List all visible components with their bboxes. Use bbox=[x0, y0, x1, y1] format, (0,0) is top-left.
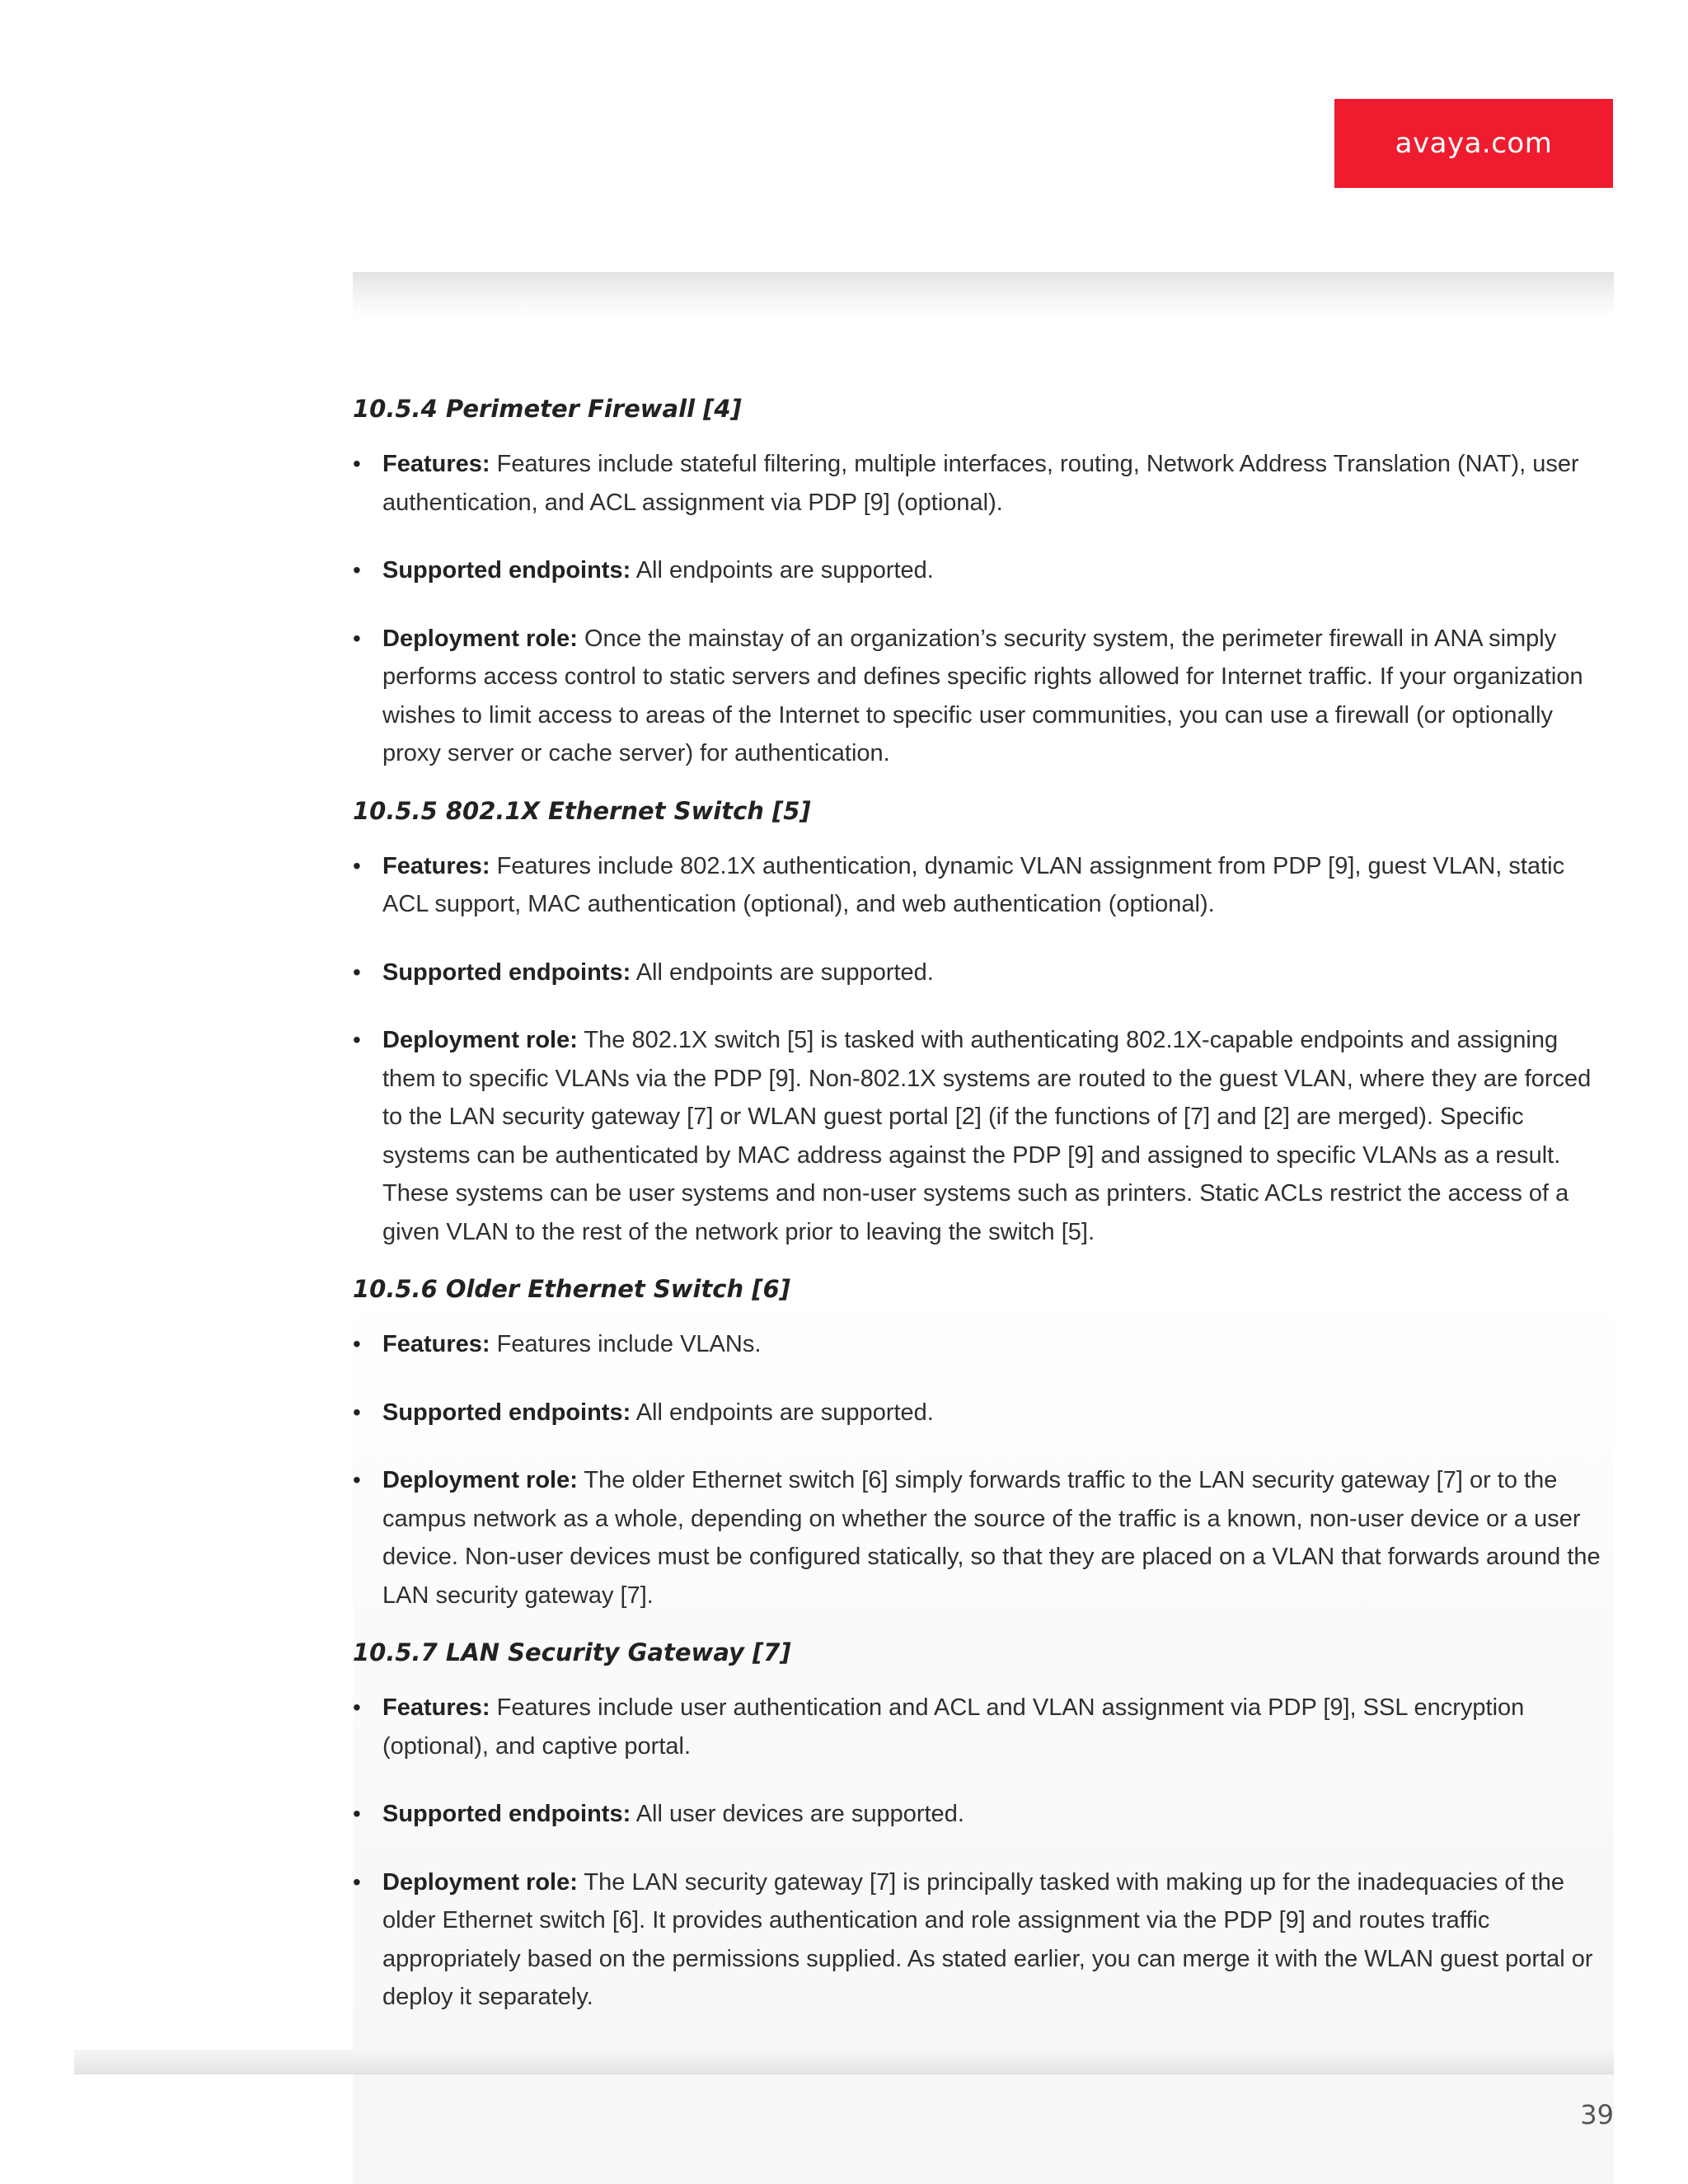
list-item bbox=[353, 1461, 1614, 1615]
section-older-ethernet-switch bbox=[353, 1269, 1614, 1615]
item-text: The older Ethernet switch [6] simply forwards traffic to the LAN security gateway [7] or to the campus network as a whole, depending on whether the source of the traffic is a known, non-user device or a user device. Non-user devices must be configured statically, so that they are placed on a VLAN that forwards around the LAN security gateway [7]. bbox=[382, 1467, 1601, 1609]
item-label: Features: bbox=[382, 451, 490, 477]
item-text: Features include stateful filtering, multiple interfaces, routing, Network Address Translation (NAT), user authentication, and ACL assignment via PDP [9] (optional). bbox=[382, 451, 1579, 516]
section-heading: 10.5.6 Older Ethernet Switch [6] bbox=[353, 1275, 790, 1303]
list-item bbox=[353, 620, 1614, 773]
bullet-icon: • bbox=[353, 1331, 361, 1357]
section-8021x-ethernet-switch bbox=[353, 791, 1614, 1252]
bullet-icon: • bbox=[353, 852, 361, 879]
item-label: Deployment role: bbox=[382, 625, 578, 652]
item-text: All endpoints are supported. bbox=[635, 958, 934, 986]
bullet-icon: • bbox=[353, 1868, 361, 1895]
bullet-icon: • bbox=[353, 557, 361, 583]
bullet-list bbox=[353, 1325, 1614, 1615]
item-label: Deployment role: bbox=[382, 1467, 578, 1493]
item-label: Features: bbox=[382, 1694, 490, 1721]
item-text: Features include user authentication and ACL and VLAN assignment via PDP [9], SSL encryption (optional), and captive portal. bbox=[382, 1694, 1525, 1760]
item-label: Features: bbox=[382, 852, 490, 879]
item-label: Supported endpoints: bbox=[382, 1801, 631, 1827]
item-text: Once the mainstay of an organization’s security system, the perimeter firewall in ANA simply performs access control to static servers and defines specific rights allowed for Internet traffic. If your organization wishes to limit access to areas of the Internet to specific user communities, you can use a firewall (or optionally proxy server or cache server) for authentication. bbox=[382, 625, 1583, 766]
list-item bbox=[353, 551, 1614, 590]
bullet-list bbox=[353, 1689, 1614, 2017]
item-label: Supported endpoints: bbox=[382, 557, 631, 583]
section-heading: 10.5.7 LAN Security Gateway [7] bbox=[353, 1638, 791, 1666]
item-label: Features: bbox=[382, 1331, 490, 1357]
document-content bbox=[353, 389, 1614, 2035]
item-text: All user devices are supported. bbox=[635, 1801, 964, 1827]
section-perimeter-firewall bbox=[353, 389, 1614, 773]
item-label: Supported endpoints: bbox=[382, 1399, 631, 1426]
bullet-icon: • bbox=[353, 625, 361, 651]
bullet-icon: • bbox=[353, 451, 361, 476]
item-label: Supported endpoints: bbox=[382, 958, 631, 986]
item-text: All endpoints are supported. bbox=[635, 1399, 934, 1426]
avaya-logo-link[interactable]: avaya.com bbox=[1334, 99, 1613, 188]
section-heading: 10.5.5 802.1X Ethernet Switch [5] bbox=[353, 796, 811, 825]
list-item bbox=[353, 1863, 1614, 2017]
section-lan-security-gateway bbox=[353, 1633, 1614, 2017]
item-label: Deployment role: bbox=[382, 1868, 578, 1896]
bullet-icon: • bbox=[353, 1027, 361, 1052]
footer-gradient-band bbox=[74, 2050, 1614, 2074]
list-item bbox=[353, 954, 1614, 992]
page-number: 39 bbox=[1580, 2099, 1614, 2130]
bullet-icon: • bbox=[353, 1694, 361, 1720]
list-item bbox=[353, 1689, 1614, 1765]
item-text: The LAN security gateway [7] is principally tasked with making up for the inadequacies of the older Ethernet switch [6]. It provides authentication and role assignment via the PDP [9] and routes traffic appropriately based on the permissions supplied. As stated earlier, you can merge it with the WLAN guest portal or deploy it separately. bbox=[382, 1868, 1593, 2010]
bullet-icon: • bbox=[353, 1801, 361, 1826]
item-text: The 802.1X switch [5] is tasked with authenticating 802.1X-capable endpoints and assigning them to specific VLANs via the PDP [9]. Non-802.1X systems are routed to the guest VLAN, where they are forced to the LAN security gateway [7] or WLAN guest portal [2] (if the functions of [7] and [2] are merged). Specific systems can be authenticated by MAC address against the PDP [9] and assigned to specific VLANs as a result. These systems can be user systems and non-user systems such as printers. Static ACLs restrict the access of a given VLAN to the rest of the network prior to leaving the switch [5]. bbox=[382, 1027, 1592, 1245]
list-item bbox=[353, 847, 1614, 924]
header-gradient-band bbox=[353, 272, 1614, 317]
item-text: All endpoints are supported. bbox=[635, 557, 934, 583]
bullet-list bbox=[353, 445, 1614, 773]
bullet-icon: • bbox=[353, 1399, 361, 1425]
bullet-icon: • bbox=[353, 958, 361, 985]
item-label: Deployment role: bbox=[382, 1027, 578, 1053]
list-item bbox=[353, 1394, 1614, 1432]
bullet-list bbox=[353, 847, 1614, 1252]
list-item bbox=[353, 1021, 1614, 1251]
item-text: Features include VLANs. bbox=[496, 1331, 762, 1357]
list-item bbox=[353, 1795, 1614, 1834]
item-text: Features include 802.1X authentication, dynamic VLAN assignment from PDP [9], guest VLAN, static ACL support, MAC authentication (optional), and web authentication (optional). bbox=[382, 852, 1565, 917]
bullet-icon: • bbox=[353, 1467, 361, 1493]
list-item bbox=[353, 445, 1614, 522]
list-item bbox=[353, 1325, 1614, 1364]
section-heading: 10.5.4 Perimeter Firewall [4] bbox=[353, 395, 742, 423]
